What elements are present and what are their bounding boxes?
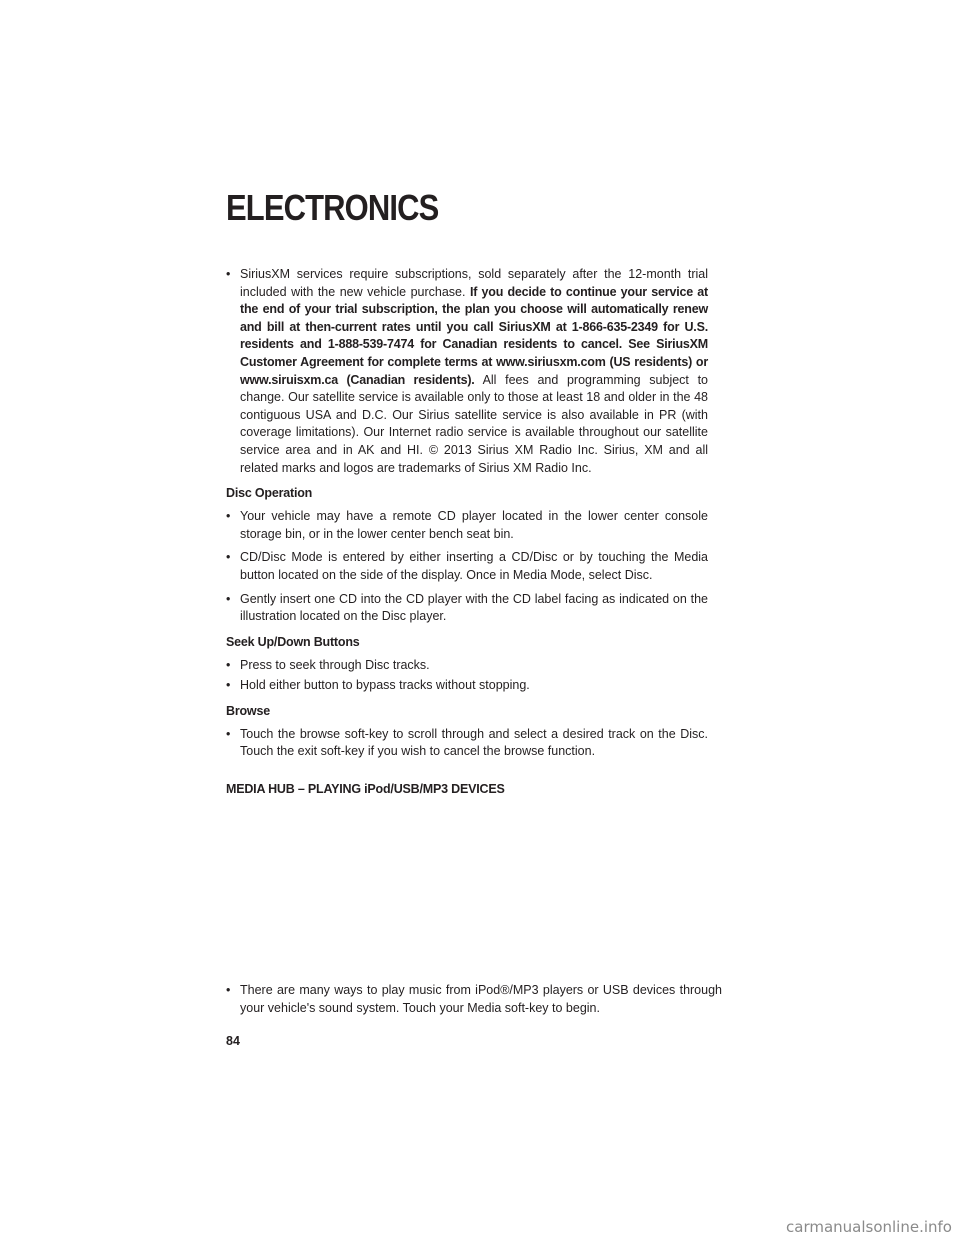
- sirius-bullet: [226, 266, 708, 477]
- disc-bullet-2: • CD/Disc Mode is entered by either inserting a CD/Disc or by touching the Media button located on the side of the display. Once in Media Mode, select Disc.: [226, 549, 708, 584]
- seek-bullet-2: • Hold either button to bypass tracks without stopping.: [226, 677, 708, 695]
- sirius-text-after: All fees and programming subject to change. Our satellite service is available only to those at least 18 and older in the 48 contiguous USA and D.C. Our Sirius satellite service is also available in PR (with coverage limitations). Our Internet radio service is available throughout our satellite service area and in AK and HI. © 2013 Sirius XM Radio Inc. Sirius, XM and all related marks and logos are trademarks of Sirius XM Radio Inc.: [240, 372, 708, 475]
- media-hub-heading: MEDIA HUB – PLAYING iPod/USB/MP3 DEVICES: [226, 782, 505, 797]
- section-title: ELECTRONICS: [226, 187, 439, 228]
- disc-bullet-3: • Gently insert one CD into the CD player with the CD label facing as indicated on the illustration located on the Disc player.: [226, 591, 708, 626]
- seek-heading: Seek Up/Down Buttons: [226, 634, 360, 649]
- disc-operation-heading: Disc Operation: [226, 486, 313, 501]
- sirius-text-before: SiriusXM services require subscriptions, sold separately after the 12-month trial included with the new vehicle purchase.: [240, 267, 708, 299]
- watermark: carmanualsonline.info: [786, 1218, 952, 1236]
- sirius-bold-text: If you decide to continue your service at the end of your trial subscription, the plan you choose will automatically renew and bill at then-current rates until you call SiriusXM at 1-866-635-2349 for U.S. residents and 1-888-539-7474 for Canadian residents to cancel. See SiriusXM Customer Agreement for complete terms at www.siriusxm.com (US residents) or www.siruisxm.ca (Canadian residents).: [240, 284, 709, 387]
- seek-bullet-1: • Press to seek through Disc tracks.: [226, 657, 708, 675]
- page-number: 84: [226, 1034, 240, 1048]
- disc-bullet-1: • Your vehicle may have a remote CD player located in the lower center console storage bin, or in the lower center bench seat bin.: [226, 508, 708, 543]
- page-content: [226, 266, 708, 804]
- media-hub-bullet: • There are many ways to play music from iPod®/MP3 players or USB devices through your vehicle's sound system. Touch your Media soft-key to begin.: [226, 982, 722, 1017]
- browse-bullet-1: • Touch the browse soft-key to scroll through and select a desired track on the Disc. Touch the exit soft-key if you wish to cancel the browse function.: [226, 726, 708, 761]
- browse-heading: Browse: [226, 703, 270, 718]
